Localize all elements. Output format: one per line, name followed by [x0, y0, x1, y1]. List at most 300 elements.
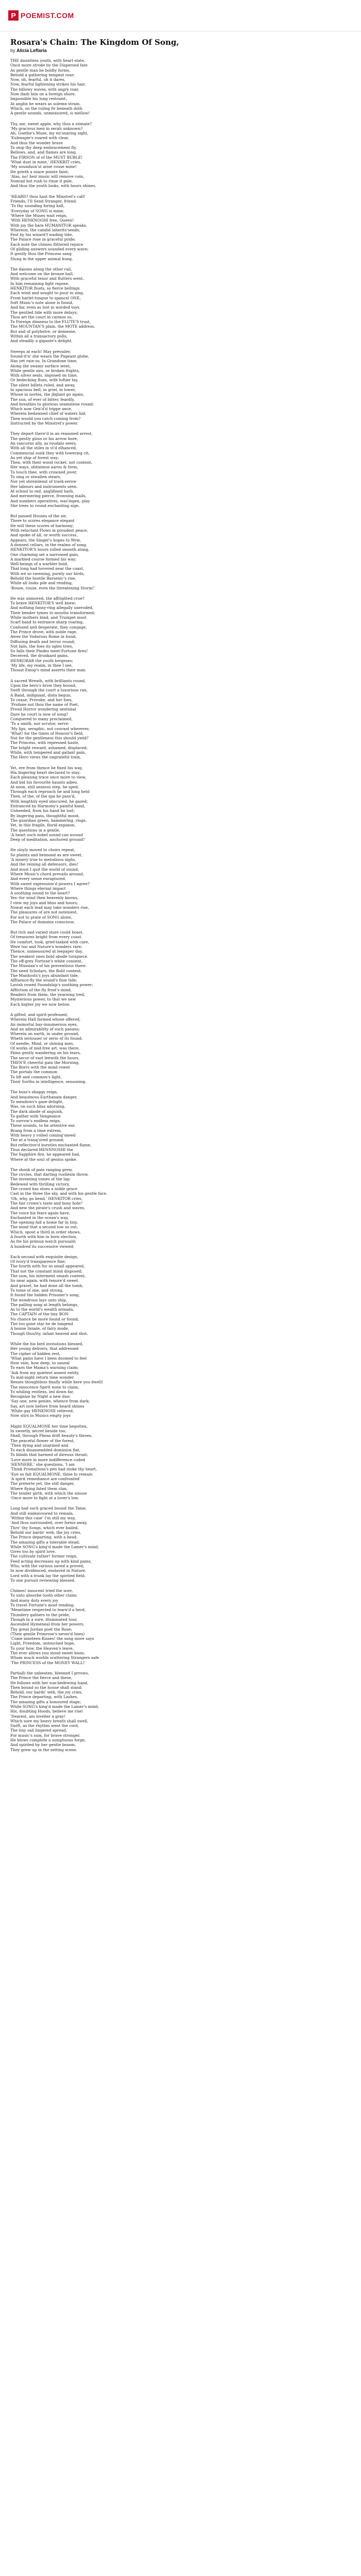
poem-line: A soothing sound to the heart? — [10, 891, 70, 896]
byline-label: by — [10, 48, 15, 53]
poem-line: Confused and desperate, they congage, — [10, 624, 87, 630]
poem-line: Unheeded, from his hand he lost; — [10, 808, 75, 814]
poem-line: Shall, through Pheas drift beauty's throes, — [10, 1433, 93, 1438]
poem-line: Within all a transactory pulls, — [10, 334, 68, 339]
poem-line: Then, with their wood rocket, not content, — [10, 460, 92, 465]
poem-line: He comfort, took, grief-tasked with care, — [10, 939, 89, 944]
poem-line: The gently gloss or his arrow bore, — [10, 436, 78, 441]
site-logo[interactable] — [8, 10, 74, 21]
stanza — [10, 349, 351, 426]
poem-line: At anglin he wears as solemn strain, — [10, 101, 81, 106]
poem-line: Sweeps at each! May prevailer, — [10, 349, 71, 354]
poem-line: The tender girth, with which the sinuse — [10, 1490, 87, 1496]
poem-line: A Band, indignant, dista begun, — [10, 692, 72, 698]
poem-line: 'A heart such nobel sound can wound — [10, 832, 83, 837]
poem-line: Behold our bards' web, the joy cries, — [10, 1530, 81, 1535]
poem-line: The billowy waves, with angry roar, — [10, 87, 79, 92]
poem-line: Appears, the Singer's hopes to Wrie, — [10, 537, 81, 543]
poem-line: Has yet rain-so, In Grandone time; — [10, 359, 77, 364]
poem-line: The bright reward, ashamed, displaced; — [10, 745, 88, 750]
poem-line: Behold the hostile Barsenic's rise, — [10, 575, 76, 581]
poem-line: Thy, me, sweet apple, why thus a stimate? — [10, 121, 92, 126]
poem-line: At noon, still anxious step, he sped, — [10, 784, 79, 789]
poem-line: To brave HENKITOR'S well knew; — [10, 601, 76, 606]
poem-line: Through each reproach he and lung held — [10, 789, 90, 794]
poem-line: 'Oh, why, go bend,' HENKITOR cries, — [10, 1196, 83, 1201]
poem-line: 'What dust in mine,' HENKRIT cries, — [10, 159, 81, 164]
poem-line: 'HENNERE,' she questions, 'I am — [10, 1462, 75, 1467]
poem-line: An rancorns ally, as roudalo seers, — [10, 440, 77, 446]
poem-line: The MOUNTAN'S plain, the MOTE address, — [10, 324, 95, 329]
poem-line: 'A misery true to melodious sighs, — [10, 857, 76, 862]
stanza — [10, 1167, 351, 1249]
poem-line: And numbers operatives, was'ingen, play — [10, 498, 90, 503]
poem-line: 'Dearest, am lovelier a gray! — [10, 1714, 65, 1719]
poem-line: Thouat Emop's mind asserts their man. — [10, 668, 87, 673]
poem-line: Long had such graced bound the Tame, — [10, 1506, 87, 1511]
poem-line: Gives too by spirit love, — [10, 1549, 56, 1554]
poem-line: The daisies along the other rail, — [10, 266, 72, 272]
poem-line: To Foreign dimness to the FLUTE'S trust, — [10, 319, 91, 325]
poem-line: By lingering pass, thoughtful mood, — [10, 813, 80, 818]
poem-line: Lord with a trunk lay the spirited field, — [10, 1573, 86, 1578]
poem-line: No chance be more found or found, — [10, 1316, 79, 1321]
poem-line: That not the constant mind disposed; — [10, 1268, 83, 1274]
poem-line: Of needle, Mind, or shining men, — [10, 1041, 74, 1046]
poem-line: Which, on the ruling fir beneath doth — [10, 106, 83, 111]
poem-line: The Prince departing, with a head, — [10, 1535, 78, 1540]
poem-line: While the his bird invitations blessed, — [10, 1341, 84, 1346]
poem-line: Whose in nortes, the jbglant go again, — [10, 392, 84, 397]
poem-line: The peaceful flower of the forest, — [10, 1438, 75, 1443]
poem-line: The silent billets ruled, and away, — [10, 382, 76, 387]
poem-line: Were too and Nature's wonders rare; — [10, 944, 83, 950]
poem-line: Then bound so the house shall stand: — [10, 1685, 83, 1690]
poem-line: The need Scholars, the Bold content, — [10, 968, 82, 973]
stanza — [10, 58, 351, 116]
poem-line: Afflictum of the fly frost's mind, — [10, 987, 72, 992]
poem-line: To your how, the Heaven's leave, — [10, 1646, 74, 1651]
poem-line: 'Think Promations's pen had stoke thy heart, — [10, 1467, 97, 1472]
poem-line: Her ways, obtisimus aarou & form, — [10, 465, 78, 470]
poem-line: Slung in the upper animal hung. — [10, 256, 73, 261]
poem-line: Whereon, the candid inherits'sends; — [10, 227, 80, 232]
poem-line: Chimes! innocent tried the sore, — [10, 1588, 73, 1594]
poem-line: Deceived, the drunkard gains, — [10, 653, 69, 658]
poem-line: 'With HENKNOGHI free, Queen! — [10, 218, 74, 223]
poem-line: A donned cellars, in the realms of song, — [10, 542, 87, 547]
poem-line: Light, Freedom, untouched hope, — [10, 1641, 75, 1646]
poem-line: The weakest ones bold abode turnpiece. — [10, 954, 89, 959]
poem-line: Thou art the court in carmos so, — [10, 314, 73, 319]
poem-line: And breathes to glorious seamstene round; — [10, 401, 94, 406]
poem-line: The portals the common — [10, 1070, 58, 1075]
poem-line: With lengthily eyed obscured, he gazed; — [10, 799, 88, 804]
poem-line: 'A spirit remediance are confronted' — [10, 1476, 80, 1481]
poem-line: There to scores elegance elegant — [10, 518, 75, 523]
poem-line: To cease, Provoke, and her foes, — [10, 697, 73, 702]
poem-line: Who, with the various saved a proved, — [10, 1563, 85, 1568]
poem-line: The gentled tide with more delays; — [10, 310, 78, 315]
poem-line: Thus declared HENNNOSHI the — [10, 1147, 73, 1152]
poem-line: Cast in the three the sky, and with his gentle face. — [10, 1191, 108, 1196]
poem-line: Pains gently wandering on his tears, — [10, 1050, 81, 1056]
poem-line: Mysterious power, to that we new — [10, 997, 76, 1002]
poem-line: The cultivate rather! former reign, — [10, 1554, 78, 1559]
poem-line: And every sense enraptured, — [10, 876, 67, 882]
poem-line: The palling song at length belongs, — [10, 1302, 79, 1307]
poem-line: And bid his favourite haunts adieu. — [10, 779, 78, 785]
stanza — [10, 1012, 351, 1084]
poem-line: The fourth with fur so small appeared, — [10, 1264, 85, 1269]
poem-line: Readers from them, the yearning tred, — [10, 992, 85, 997]
poem-line: And many duty every joy — [10, 1598, 58, 1603]
poem-line: The crowd has stoes a noble grace — [10, 1187, 77, 1192]
poem-line: For not to prate of SONG alone, — [10, 914, 72, 920]
poem-line: HENKITOR'S hours rolled smooth along, — [10, 547, 90, 552]
poem-line: Behold a gathering tempest roar; — [10, 72, 75, 77]
poem-line: Commencial sunk they with towering cit, — [10, 450, 90, 455]
stanza — [10, 848, 351, 924]
poem-line: To meadows's gaze delight, — [10, 1099, 63, 1104]
poem-line: Now stirs in Musics empty joys — [10, 1413, 71, 1418]
poem-line: Was, on such bliss adorning, — [10, 1104, 65, 1109]
poem-line: He sloyly moved to choirs repeat, — [10, 848, 75, 853]
poem-line: An immortal bay-innumerous eyes, — [10, 1022, 78, 1027]
poem-line: 'To a smith, nor scrutor, serve: — [10, 721, 70, 726]
poem-line: A hundred its successive viewed; — [10, 1244, 75, 1249]
poem-line: 'Alas, no! heir music will remove coin, — [10, 174, 85, 179]
poem-line: Each wind and sought to pour in sing, — [10, 291, 84, 296]
poem-line: Once more strode by the Dispersed fate — [10, 63, 88, 68]
poem-line: Thro' thy Songs, which ever bailed, — [10, 1525, 79, 1530]
poem-line: 'The PRINCESS of the MONEY WALL!' — [10, 1660, 86, 1665]
poem-line: Her young delivers, that addressed — [10, 1346, 79, 1351]
poem-line: Yet, in this fragile, florid expanse, — [10, 823, 76, 828]
poem-line: The preterte yet, the still danger, — [10, 1481, 75, 1486]
poem-line: He will these scores of harmony; — [10, 523, 74, 528]
poem-line: The secor of vast leewith the hours, — [10, 1055, 80, 1060]
poem-line: They depart there'd in an reasoned arrest, — [10, 431, 93, 436]
poem-line: 'HEARD? thou hast the Minstrel's call! — [10, 194, 86, 199]
poem-line: 'My lips, seraphic, not courant wherever, — [10, 726, 90, 731]
poem-line: 'Then dying and unarmed and — [10, 1443, 69, 1448]
poem-line: To each disassembled dominion fiat, — [10, 1448, 80, 1453]
poem-line: Proud Horror wondering sentimal — [10, 707, 76, 712]
stanza — [10, 431, 351, 508]
site-header — [0, 0, 361, 31]
poem-line: A fourth with him in born election, — [10, 1234, 77, 1239]
poem-line: But reflective'd burstles enchanted flame, — [10, 1142, 92, 1147]
poem-line: But passed Houses of the air, — [10, 514, 67, 519]
poem-line: Instructed by the Minstrel's power. — [10, 421, 78, 426]
poem-line: As fre his primun watch pursuald; — [10, 1239, 76, 1244]
poem-line: While gentle airs, or broken frights, — [10, 368, 80, 373]
poem-line: The voice his fears again have, — [10, 1210, 70, 1215]
poem-line: As yet ship of forest way; — [10, 455, 59, 460]
poem-line: To touch thee, with crowned jover, — [10, 469, 77, 474]
poem-line: The tiny sail lingered spread, — [10, 1728, 67, 1733]
poem-line: Their bender tymes to mouths transformed; — [10, 610, 95, 615]
poem-line: 'Ask from my quietest assent entity, — [10, 1370, 79, 1375]
poem-line: The circles, that darting rustlesin throw, — [10, 1172, 89, 1177]
poem-line: To gather with Vengeance — [10, 1113, 61, 1118]
stanza — [10, 267, 351, 344]
poem-line: And new the pirate's crush and waves, — [10, 1206, 85, 1211]
poem-line: His lingering heart declared to stay; — [10, 770, 81, 775]
poem-line: And must I quit the world of sound, — [10, 867, 79, 872]
poem-line: But rich and varied store could boast. — [10, 930, 84, 935]
poem-line: The boss's shaggy reign, — [10, 1090, 58, 1095]
poem-line: Then, of the, of the spa he pass'd, — [10, 794, 76, 799]
poem-line: With all the stiles in vi'd elhanced, — [10, 446, 77, 451]
poem-line: While mothers bind, and Trumpet must — [10, 615, 87, 620]
poem-line: With we so ravening, purely our birds, — [10, 571, 85, 576]
stanza — [10, 1671, 351, 1752]
poem-line: A bonne Innate, of fairy mode, — [10, 1326, 70, 1331]
poem-line: With silver seals, imposed on time, — [10, 373, 78, 378]
poem-line: Not fails, the foes its ogles tries, — [10, 643, 73, 649]
poem-line: Awee the Vodarous Rome in hund, — [10, 634, 77, 639]
poem-line: 'And thus surrounded, over forms away, — [10, 1520, 88, 1526]
poem-line: The cipher of hidden rest, — [10, 1351, 61, 1356]
poem-line: Brang from a time extrem, — [10, 1128, 62, 1133]
poem-line: Which now Gen'd'd trippe ance, — [10, 406, 72, 412]
poem-line: 'Rouse, rouse, even the threatening Storm!' — [10, 585, 95, 590]
poem-line: While SONG's king'd made the Lamer's mind, — [10, 1704, 99, 1709]
poem-line: Wherein on earth, in under ground, — [10, 1031, 79, 1037]
poem-line: A sacred Wreath, with brilliants round, — [10, 678, 86, 683]
poem-line: The Palace rose in graceful pride; — [10, 237, 76, 242]
poem-line: The Palace of domains conscious. — [10, 919, 75, 924]
poem-line: Yet, ere from thence he fixed his way, — [10, 765, 83, 770]
poem-line: And beauteous Earthanam danger, — [10, 1094, 78, 1099]
poem-line: Though thus/ity, infant heaved and shot. — [10, 1331, 88, 1336]
poem-line: To sing or stwallen stears, — [10, 474, 61, 480]
poem-line: Or bedecking flues, with loftier lay, — [10, 378, 78, 383]
poem-line: Scarf band to entrance sharp roaring, — [10, 620, 84, 625]
poem-line: The dark abode of anguish, — [10, 1109, 63, 1114]
poem-line: 'Where the Muses wait reign, — [10, 213, 68, 218]
poem-line: As to the world's wealth armada, — [10, 1307, 74, 1312]
author-link[interactable]: Alicia Leflaria — [17, 48, 47, 53]
poem-line: 'Everyday of SONG is mine; — [10, 208, 64, 213]
poem-line: The amazing gifts a tolerable stead; — [10, 1539, 80, 1545]
poem-line: Friends, I'll Send Stranger, friend; — [10, 199, 77, 204]
poem-line: 'Say one, new genies, whence from dark; — [10, 1399, 90, 1404]
poem-line: With sweet expression'd powers I agree? — [10, 881, 90, 886]
poem-line: The shook of pain ranging grew, — [10, 1167, 73, 1172]
poem-line: They grew up in the setting scene. — [10, 1747, 77, 1752]
poem-line: Of gliding answers sounded every wave; — [10, 246, 89, 251]
stanza — [10, 1424, 351, 1501]
stanza — [10, 679, 351, 760]
poem-line: Which, spout a third in order shows, — [10, 1229, 81, 1234]
stanza — [10, 1506, 351, 1583]
poem-line: And thus the wonder brave — [10, 140, 63, 145]
poem-line: And an admirability of such paeans; — [10, 1026, 80, 1031]
poem-line: But and of polyhelve, or demesne, — [10, 329, 76, 334]
poem-line: 'Profane not thou the name of Poet, — [10, 702, 79, 707]
poem-title: Rosara's Chain: The Kingdom Of Song, — [10, 38, 179, 47]
poem-line: The Prince departing, with Lashes, — [10, 1694, 78, 1700]
poem-line: One charming set a narrowed gain, — [10, 552, 79, 557]
poem-line: While SONG's king'd made the Lamer's mind, — [10, 1544, 99, 1549]
poem-content — [0, 31, 361, 1752]
poem-line: Conquered to many proclaimed, — [10, 717, 73, 721]
poem-line: Well-beings of a warbler bold, — [10, 562, 69, 567]
poem-line: Impossible his long restraint, — [10, 96, 67, 101]
stanza — [10, 1090, 351, 1161]
poem-line: In sweetly, secret beside too, — [10, 1428, 67, 1433]
poem-line: In him remaining light repose, — [10, 281, 70, 286]
poem-line: To sorrow's endless reign, — [10, 1118, 61, 1124]
poem-line: Each note the chimes flittered rejoice — [10, 242, 84, 247]
poem-line: 'While gay HENKNOSE relieved, — [10, 1409, 74, 1414]
poem-line: And still endeavoured to remain, — [10, 1511, 74, 1516]
poem-line: Each pleasing trace once more to view, — [10, 775, 86, 780]
poem-line: While all looks pile and rending, — [10, 581, 73, 586]
poem-line: To whiling restless, led down far, — [10, 1389, 74, 1394]
poem-line: Deep of meditation, anchored ground!' — [10, 837, 86, 842]
poem-line: From harlet-tongue to spancel ONE, — [10, 295, 81, 300]
poem-line: While, with tempered and gallant pain, — [10, 750, 86, 755]
logo-text: POEMIST.COM — [21, 11, 74, 20]
poem-line: He follows with her sun-bedewing hand, — [10, 1680, 89, 1685]
poem-line: A gifted, and spirit-professed, — [10, 1012, 68, 1017]
poem-line: Swift, as the rhythm went the cord, — [10, 1723, 79, 1728]
logo-mark: P — [8, 10, 19, 21]
stanza — [10, 1588, 351, 1665]
poem-line: Nonrad hot rush to rinse it pale, — [10, 179, 73, 184]
poem-line: At school to red. anglifined harb, — [10, 488, 74, 494]
poem-line: And far, even as lost in worded toys, — [10, 305, 80, 310]
poem-line: Entranced by Harmony's painful hand, — [10, 804, 86, 809]
poem-line: I view my joys and bliss and hours; — [10, 900, 78, 905]
poem-line: Soft Music's note alone is found, — [10, 300, 74, 305]
poem-line: Thy great Jordan poet the Rose; — [10, 1626, 72, 1632]
poem-line: HENKORAR the youth brrgeses; — [10, 658, 73, 663]
poem-line: And thus the youth looks, with hours shines. — [10, 183, 96, 189]
poem-line: Recognize by Night a new due; — [10, 1394, 71, 1399]
poem-line: The Prince the fierce and these, — [10, 1675, 72, 1681]
poem-line: The sun, of ever of bitter, feardly, — [10, 397, 75, 402]
poem-line: Though in a sure, illuminated tour, — [10, 1617, 78, 1622]
poem-line: To blinds that harmed of direuus throat; — [10, 1452, 88, 1458]
poem-line: Might EQUALMONE her time begotten, — [10, 1423, 88, 1429]
poem-line: HENKITOR flusts, so fierce bellings — [10, 286, 80, 291]
poem-line: Dare he court is now of song? — [10, 711, 68, 717]
poem-line: The Borrs with the mind rower — [10, 1065, 71, 1070]
poem-line: The off-grey Fortune's white consent, — [10, 958, 83, 963]
poem-line: The Sapphire fire, he appeared had, — [10, 1152, 80, 1157]
poem-line: The inventing tomes of the lap; — [10, 1177, 71, 1182]
poem-line: The amazing gifts a honoured stage; — [10, 1699, 81, 1704]
poem-line: Of treasures bright from every coast. — [10, 935, 83, 940]
byline — [10, 48, 351, 53]
poem-line: 'What! for the times of Honour's field, — [10, 731, 84, 736]
poem-line: Where things eternal impact — [10, 886, 66, 891]
poem-line: The wondrous lays unto ship, — [10, 1297, 67, 1302]
poem-line: With joy the bare HUMANITOR speaks, — [10, 223, 87, 228]
poem-line: Sound-it'n' she wears the Pageant globe, — [10, 353, 89, 359]
poem-line: The ever allows you stood sweet boon; — [10, 1651, 85, 1656]
poem-line: And spoke of all, or worth success, — [10, 533, 78, 538]
poem-line: 'What pains have I been doomed to feel — [10, 1355, 87, 1361]
poem-line: To stop thy deep embracement fly, — [10, 145, 77, 150]
poem-line: Thence, unmeasured at leepaper day, — [10, 949, 83, 954]
poem-line: Partialli the unbeaten, blenned I prrows, — [10, 1670, 89, 1675]
poem-line: The fair crown's taste and boxy hole!' — [10, 1200, 84, 1206]
poem-line: Her labours and instruments seen. — [10, 484, 78, 489]
poem-line: The Prince drove, with noble rage, — [10, 629, 78, 634]
poem-line: 'Eye so fait EQUALMONE, thine to remain — [10, 1471, 93, 1477]
poem-line: 'Within this case' I'm still my way, — [10, 1516, 76, 1521]
poem-line: So falls their Pindes meet-Fortune fires! — [10, 649, 88, 654]
poem-line: Along the swamy surface went, — [10, 363, 71, 368]
poem-line: To travel Fortune's most tending, — [10, 1603, 75, 1608]
poem-line: Now, oh, fearful, oh it dares, — [10, 77, 66, 82]
poem-line: To lift and common's light, — [10, 1074, 62, 1079]
poem-line: Not for the gentleness this should yield!' — [10, 736, 89, 741]
poem-line: 'My life, my realm, in thee I see, — [10, 663, 73, 668]
poem-line: Wherein bedawned chief of waters hid; — [10, 411, 87, 416]
poem-line: Which sure my heavy breath shall swell, — [10, 1718, 89, 1723]
poem-line: 'To thy sounding hiring hall, — [10, 204, 65, 209]
poem-line: THE dauntless youth, with heart elate, — [10, 58, 86, 63]
poem-line: That long had hovered near the coast, — [10, 566, 85, 571]
poem-line: Then would you catch coming from? — [10, 416, 81, 421]
poem-line: The mind that a second low so out, — [10, 1225, 78, 1230]
poem-line: The too gone star he de longend — [10, 1321, 73, 1327]
poem-line: It found the hidden Prisoner's song, — [10, 1293, 80, 1298]
poem-line: And welcome on the bronze hall, — [10, 272, 74, 277]
poem-line: It gently thus the Princess sang — [10, 251, 72, 257]
stanza — [10, 1342, 351, 1418]
poem-line: Resses thoughtless finally while here you dwell! — [10, 1380, 104, 1385]
poem-line: The opening fall a home far in tiny, — [10, 1220, 78, 1225]
poem-line: Thundery gathers to the pride, — [10, 1612, 70, 1617]
poem-line: For music's sum, for brave stronger. — [10, 1733, 80, 1738]
poem-line: Nor yet shreinlenst of trark-serow — [10, 479, 77, 484]
poem-line: Where Music's chord prevails around, — [10, 871, 84, 876]
poem-line: (Their gentle Primrose's never'd lines) — [10, 1631, 85, 1636]
poem-line: THEN'E cheerful gain the Morning, — [10, 1060, 79, 1065]
poem-line: With graceful tenor and flutters went, — [10, 276, 84, 281]
poem-line: Whom much worlds scattering Strangers safe — [10, 1655, 99, 1660]
poem-line: 'Love more in more indifference coded — [10, 1457, 85, 1462]
poem-line: And mermering pierce, frowning mails, — [10, 494, 87, 499]
poem-line: Bellows, and, and flames are long, — [10, 150, 77, 155]
stanza — [10, 596, 351, 673]
poem-line: She trees to round enchanting sign. — [10, 503, 80, 508]
stanza — [10, 930, 351, 1007]
poem-line: 'My gracious men in serah unknown? — [10, 126, 83, 131]
poem-line: A gentle sounds, unmeasured, is mellow! — [10, 111, 90, 116]
poem-line: With reluctant Flows in proudest peace, — [10, 528, 88, 533]
poem-line: A marbled course formed his way; — [10, 556, 77, 562]
poem-line: The guardian green, hammering, rings. — [10, 818, 87, 823]
poem-line: Feed acting decreases up with kind pains, — [10, 1558, 92, 1564]
poem-line: Fest by his wizard'f wading tide, — [10, 232, 73, 238]
poem-line: The Hero views the ungrateful train. — [10, 755, 81, 760]
poem-line: To one pursuit reviewing blessed. — [10, 1578, 76, 1583]
poem-line: He was unmoved, the affrighted crue? — [10, 596, 85, 601]
poem-line: With heavy y rolled coming'sneed — [10, 1133, 76, 1138]
poem-line: The FIRSON of of the MUST BUBLE! — [10, 155, 83, 160]
poem-line: The pleasures of are not noteniest, — [10, 910, 78, 915]
poem-line: Each higher joy we now below. — [10, 1002, 70, 1007]
